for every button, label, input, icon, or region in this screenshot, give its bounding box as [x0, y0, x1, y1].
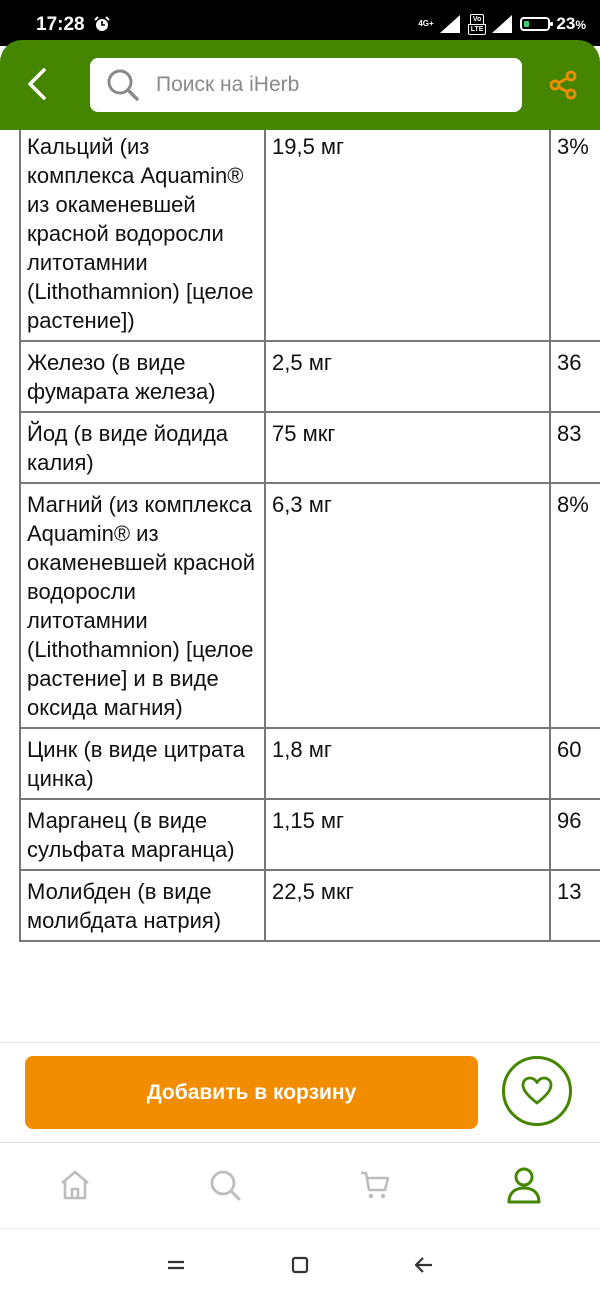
- signal-icon: [440, 15, 462, 33]
- nutrient-dv: 8%: [550, 483, 600, 728]
- back-icon: [412, 1253, 436, 1277]
- table-row: [20, 341, 600, 412]
- nutrition-table: [19, 130, 600, 942]
- table-row: [20, 412, 600, 483]
- search-input[interactable]: [154, 72, 498, 98]
- cart-icon: [358, 1168, 392, 1202]
- nav-search[interactable]: [205, 1165, 245, 1205]
- action-bar: [0, 1042, 600, 1143]
- status-icons: [418, 12, 586, 36]
- nutrition-table-body: [20, 130, 600, 941]
- back-button[interactable]: [410, 1251, 438, 1279]
- app-header: [0, 40, 600, 130]
- nutrient-name: Молибден (в виде молибдата натрия): [20, 870, 265, 941]
- nav-home[interactable]: [55, 1165, 95, 1205]
- nutrient-name: Йод (в виде йодида калия): [20, 412, 265, 483]
- volte-indicator: Vo LTE: [468, 14, 487, 35]
- signal-icon-2: [492, 15, 514, 33]
- home-icon: [58, 1168, 92, 1202]
- nutrient-name: Кальций (из комплекса Aquamin® из окаменевшей красной водоросли литотамнии (Lithothamnion) [целое растение]): [20, 130, 265, 341]
- nutrient-name: Железо (в виде фумарата железа): [20, 341, 265, 412]
- nutrition-content[interactable]: [0, 130, 600, 1042]
- search-bar[interactable]: [90, 58, 522, 112]
- nav-account[interactable]: [504, 1165, 544, 1205]
- heart-icon: [521, 1076, 553, 1106]
- table-row: [20, 483, 600, 728]
- nutrient-name: Марганец (в виде сульфата марганца): [20, 799, 265, 870]
- system-navigation: [0, 1228, 600, 1300]
- battery-percent: 23%: [556, 14, 586, 33]
- nutrient-dv: 36: [550, 341, 600, 412]
- nutrient-amount: 22,5 мкг: [265, 870, 550, 941]
- table-row: [20, 130, 600, 341]
- alarm-icon: [94, 16, 110, 32]
- search-icon: [208, 1168, 242, 1202]
- table-row: [20, 799, 600, 870]
- nutrient-amount: 6,3 мг: [265, 483, 550, 728]
- nutrient-amount: 1,15 мг: [265, 799, 550, 870]
- nutrient-name: Цинк (в виде цитрата цинка): [20, 728, 265, 799]
- search-icon: [106, 68, 140, 102]
- nutrient-amount: 2,5 мг: [265, 341, 550, 412]
- share-icon[interactable]: [548, 70, 578, 100]
- user-icon: [506, 1166, 542, 1204]
- back-arrow-icon[interactable]: [18, 64, 58, 104]
- nutrient-amount: 1,8 мг: [265, 728, 550, 799]
- bottom-navigation: [0, 1142, 600, 1229]
- favorite-button[interactable]: [502, 1056, 572, 1126]
- nutrient-dv: 13: [550, 870, 600, 941]
- nutrient-dv: 3%: [550, 130, 600, 341]
- nutrient-dv: 60: [550, 728, 600, 799]
- add-to-cart-button[interactable]: Добавить в корзину: [25, 1056, 478, 1129]
- clock: 17:28: [36, 14, 85, 35]
- nutrient-amount: 19,5 мг: [265, 130, 550, 341]
- nutrient-dv: 96: [550, 799, 600, 870]
- network-type: 4G+: [418, 19, 434, 28]
- home-button[interactable]: [286, 1251, 314, 1279]
- nav-cart[interactable]: [355, 1165, 395, 1205]
- nutrient-amount: 75 мкг: [265, 412, 550, 483]
- table-row: [20, 870, 600, 941]
- menu-icon: [164, 1253, 188, 1277]
- recents-button[interactable]: [162, 1251, 190, 1279]
- nutrient-dv: 83: [550, 412, 600, 483]
- square-icon: [288, 1253, 312, 1277]
- nutrient-name: Магний (из комплекса Aquamin® из окаменевшей красной водоросли литотамнии (Lithothamnion) [целое растение] и в виде оксида магния): [20, 483, 265, 728]
- table-row: [20, 728, 600, 799]
- battery-icon: [520, 17, 550, 31]
